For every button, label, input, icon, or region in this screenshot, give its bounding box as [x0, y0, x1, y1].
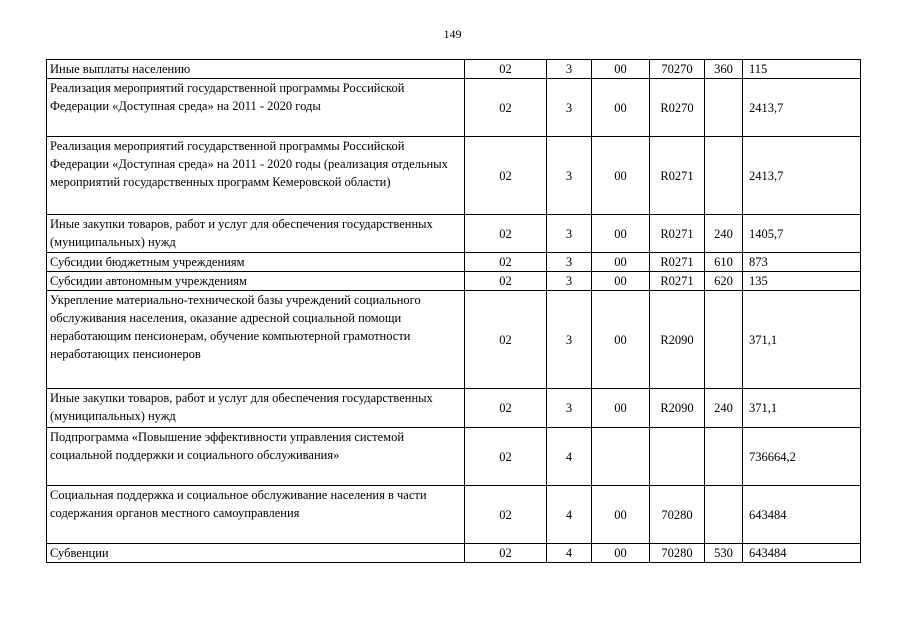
row-subsection: 3: [547, 60, 592, 79]
row-sum: 135: [743, 272, 861, 291]
row-target: R2090: [650, 389, 705, 428]
table-row: [47, 291, 861, 389]
table-row: [47, 137, 861, 215]
table-row: [47, 428, 861, 486]
row-group: 00: [592, 60, 650, 79]
row-target: 70270: [650, 60, 705, 79]
row-expense-type: 240: [705, 215, 743, 253]
row-subsection: 3: [547, 253, 592, 272]
row-expense-type: 360: [705, 60, 743, 79]
row-sum: 1405,7: [743, 215, 861, 253]
row-group: 00: [592, 291, 650, 389]
row-target: 70280: [650, 544, 705, 563]
row-target: R0271: [650, 215, 705, 253]
row-target: R0271: [650, 137, 705, 215]
budget-table: [46, 59, 861, 563]
row-group: [592, 428, 650, 486]
table-row: [47, 215, 861, 253]
row-expense-type: [705, 291, 743, 389]
row-group: 00: [592, 137, 650, 215]
row-subsection: 3: [547, 291, 592, 389]
row-sum: 643484: [743, 544, 861, 563]
row-subsection: 3: [547, 389, 592, 428]
row-subsection: 4: [547, 486, 592, 544]
row-section: 02: [465, 389, 547, 428]
page-number: 149: [443, 27, 462, 41]
row-target: R0271: [650, 253, 705, 272]
row-target: R0271: [650, 272, 705, 291]
row-expense-type: [705, 486, 743, 544]
row-name: Социальная поддержка и социальное обслуживание населения в части содержания органов местного самоуправления: [47, 486, 465, 544]
row-section: 02: [465, 253, 547, 272]
row-name: Субсидии бюджетным учреждениям: [47, 253, 465, 272]
row-name: Иные выплаты населению: [47, 60, 465, 79]
row-group: 00: [592, 544, 650, 563]
row-section: 02: [465, 215, 547, 253]
row-section: 02: [465, 428, 547, 486]
row-name: Иные закупки товаров, работ и услуг для обеспечения государственных (муниципальных) нужд: [47, 215, 465, 253]
row-section: 02: [465, 544, 547, 563]
row-name: Подпрограмма «Повышение эффективности управления системой социальной поддержки и социального обслуживания»: [47, 428, 465, 486]
row-expense-type: 620: [705, 272, 743, 291]
row-group: 00: [592, 389, 650, 428]
table-row: [47, 272, 861, 291]
row-subsection: 3: [547, 137, 592, 215]
row-sum: 643484: [743, 486, 861, 544]
table-row: [47, 544, 861, 563]
row-group: 00: [592, 486, 650, 544]
table-row: [47, 389, 861, 428]
row-sum: 2413,7: [743, 79, 861, 137]
row-group: 00: [592, 253, 650, 272]
row-name: Иные закупки товаров, работ и услуг для обеспечения государственных (муниципальных) нужд: [47, 389, 465, 428]
row-target: R0270: [650, 79, 705, 137]
row-subsection: 3: [547, 215, 592, 253]
row-subsection: 3: [547, 272, 592, 291]
row-group: 00: [592, 272, 650, 291]
row-sum: 736664,2: [743, 428, 861, 486]
row-section: 02: [465, 272, 547, 291]
row-expense-type: [705, 79, 743, 137]
row-name: Субвенции: [47, 544, 465, 563]
row-expense-type: 530: [705, 544, 743, 563]
row-target: R2090: [650, 291, 705, 389]
row-sum: 371,1: [743, 389, 861, 428]
row-expense-type: [705, 137, 743, 215]
row-name: Укрепление материально-технической базы учреждений социального обслуживания населения, оказание адресной социальной помощи неработающим пенсионерам, обучение компьютерной грамотности неработающих пенсионеров: [47, 291, 465, 389]
row-subsection: 4: [547, 544, 592, 563]
row-group: 00: [592, 215, 650, 253]
row-subsection: 4: [547, 428, 592, 486]
row-section: 02: [465, 291, 547, 389]
table-row: [47, 253, 861, 272]
row-name: Субсидии автономным учреждениям: [47, 272, 465, 291]
row-subsection: 3: [547, 79, 592, 137]
row-target: [650, 428, 705, 486]
row-section: 02: [465, 137, 547, 215]
row-group: 00: [592, 79, 650, 137]
row-name: Реализация мероприятий государственной программы Российской Федерации «Доступная среда» на 2011 - 2020 годы (реализация отдельных мероприятий государственных программ Кемеровской области): [47, 137, 465, 215]
row-target: 70280: [650, 486, 705, 544]
row-sum: 873: [743, 253, 861, 272]
row-expense-type: 610: [705, 253, 743, 272]
row-section: 02: [465, 79, 547, 137]
row-sum: 115: [743, 60, 861, 79]
row-section: 02: [465, 486, 547, 544]
table-row: [47, 60, 861, 79]
table-row: [47, 486, 861, 544]
row-sum: 2413,7: [743, 137, 861, 215]
row-expense-type: 240: [705, 389, 743, 428]
row-expense-type: [705, 428, 743, 486]
row-sum: 371,1: [743, 291, 861, 389]
row-section: 02: [465, 60, 547, 79]
row-name: Реализация мероприятий государственной программы Российской Федерации «Доступная среда» на 2011 - 2020 годы: [47, 79, 465, 137]
table-row: [47, 79, 861, 137]
